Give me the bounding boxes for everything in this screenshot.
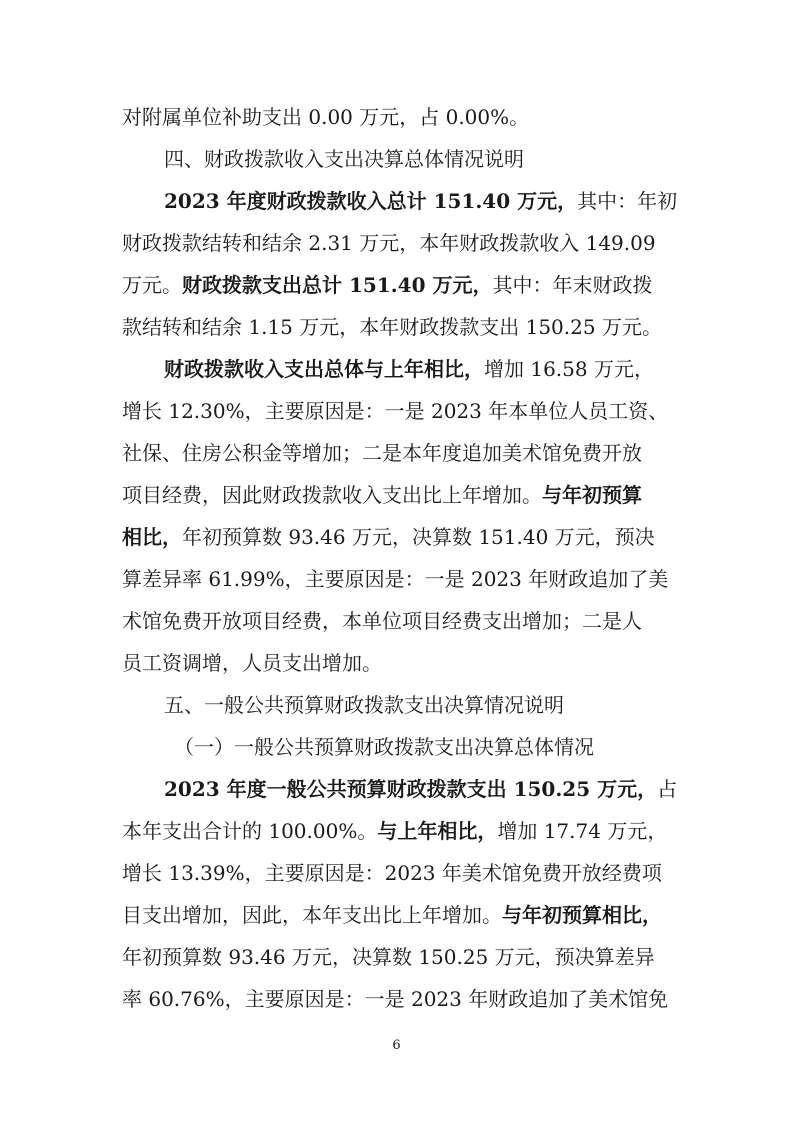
bold-text: 财政拨款支出总计 151.40 万元， [182, 273, 493, 297]
text-run: 率 60.76%，主要原因是：一是 2023 年财政追加了美术馆免 [122, 987, 669, 1011]
section-heading [164, 145, 724, 173]
paragraph-line [122, 649, 682, 677]
paragraph-line [122, 271, 682, 299]
paragraph-line [122, 481, 682, 509]
paragraph-line [122, 397, 682, 425]
text-run: 增加 17.74 万元， [497, 819, 668, 843]
text-run: 增加 16.58 万元， [484, 357, 654, 381]
paragraph-line [122, 985, 682, 1013]
bold-text: 2023 年度一般公共预算财政拨款支出 150.25 万元， [164, 777, 658, 801]
paragraph-line [122, 607, 682, 635]
bold-text: 与年初预算相比， [502, 903, 662, 927]
text-run: 目支出增加，因此，本年支出比上年增加。 [122, 903, 502, 927]
text-run: 占 [657, 777, 678, 801]
bold-text: 与年初预算 [542, 483, 642, 507]
bold-text: 与上年相比， [377, 819, 498, 843]
section-heading [164, 691, 724, 719]
text-run: 财政拨款结转和结余 2.31 万元，本年财政拨款收入 149.09 [122, 231, 656, 255]
subsection-heading [174, 733, 734, 761]
text-run: 其中：年初 [577, 189, 678, 213]
paragraph-line [164, 355, 682, 383]
text-run: 增长 13.39%，主要原因是：2023 年美术馆免费开放经费项 [122, 861, 662, 885]
paragraph-line [122, 103, 682, 131]
text-run: 年初预算数 93.46 万元，决算数 150.25 万元，预决算差异 [122, 945, 655, 969]
paragraph-line [164, 775, 682, 803]
text-run: 增长 12.30%，主要原因是：一是 2023 年本单位人员工资、 [122, 399, 669, 423]
paragraph-line [122, 901, 682, 929]
text-run: 四、财政拨款收入支出决算总体情况说明 [164, 147, 524, 171]
paragraph-line [122, 565, 682, 593]
bold-text: 2023 年度财政拨款收入总计 151.40 万元， [164, 189, 578, 213]
bold-text: 财政拨款收入支出总体与上年相比， [164, 357, 484, 381]
text-run: 社保、住房公积金等增加；二是本年度追加美术馆免费开放 [122, 441, 642, 465]
paragraph-line [122, 817, 682, 845]
text-run: 项目经费，因此财政拨款收入支出比上年增加。 [122, 483, 542, 507]
paragraph-line [122, 859, 682, 887]
paragraph-line [122, 439, 682, 467]
text-run: 五、一般公共预算财政拨款支出决算情况说明 [164, 693, 564, 717]
text-run: 术馆免费开放项目经费，本单位项目经费支出增加；二是人 [122, 609, 642, 633]
paragraph-line [164, 187, 682, 215]
paragraph-line [122, 523, 682, 551]
bold-text: 相比， [122, 525, 182, 549]
text-run: 万元。 [122, 273, 182, 297]
text-run: 对附属单位补助支出 0.00 万元，占 0.00%。 [122, 105, 530, 129]
paragraph-line [122, 313, 682, 341]
text-run: 其中：年末财政拨 [492, 273, 653, 297]
text-run: 算差异率 61.99%，主要原因是：一是 2023 年财政追加了美 [122, 567, 669, 591]
text-run: 年初预算数 93.46 万元，决算数 151.40 万元，预决 [182, 525, 655, 549]
text-run: 款结转和结余 1.15 万元，本年财政拨款支出 150.25 万元。 [122, 315, 662, 339]
text-run: 本年支出合计的 100.00%。 [122, 819, 378, 843]
paragraph-line [122, 229, 682, 257]
text-run: 员工资调增，人员支出增加。 [122, 651, 382, 675]
paragraph-line [122, 943, 682, 971]
page-number: 6 [392, 1038, 401, 1053]
text-run: （一）一般公共预算财政拨款支出决算总体情况 [174, 735, 594, 759]
